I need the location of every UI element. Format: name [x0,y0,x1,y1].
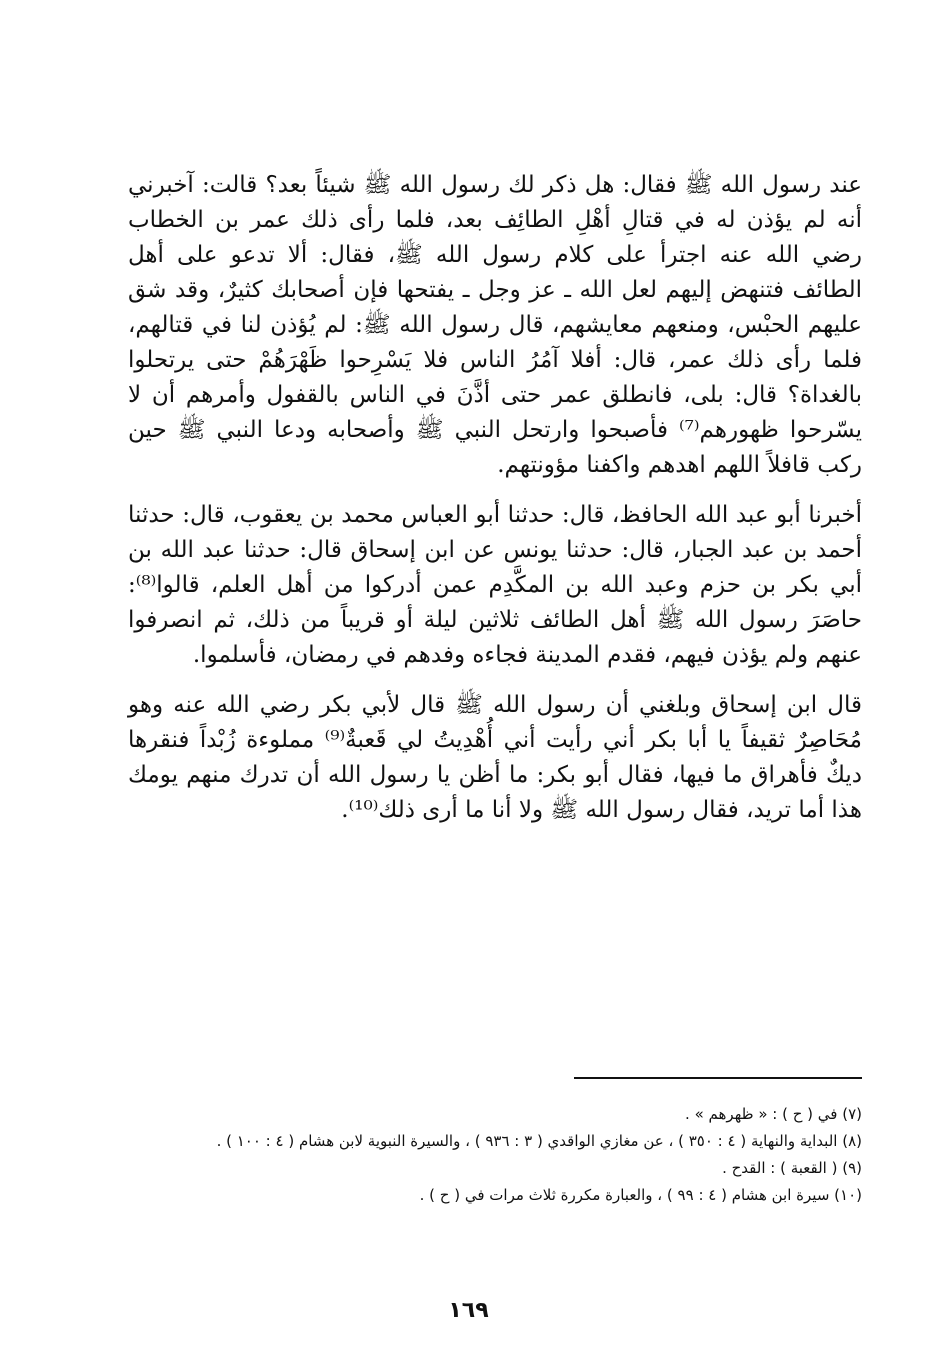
main-text [128,168,862,828]
footnote-separator [574,1077,862,1079]
footnote-10: (١٠) سيرة ابن هشام ( ٤ : ٩٩ ) ، والعبارة مكررة ثلاث مرات في ( ح ) . [419,1186,862,1204]
page-number: ١٦٩ [448,1298,489,1323]
paragraph-3: قال ابن إسحاق وبلغني أن رسول الله ﷺ قال لأبي بكر رضي الله عنه وهو مُحَاصِرٌ ثقيفاً يا أبا بكر أني رأيت أني أُهْدِيتُ لي قَعبةٌ⁽⁹⁾ مملوءة زُبْداً فنقرها ديكٌ فأهراق ما فيها، فقال أبو بكر: ما أظن يا رسول الله أن تدرك منهم يومك هذا أما تريد، فقال رسول الله ﷺ ولا أنا ما أرى ذلك⁽¹⁰⁾. [128,692,862,823]
paragraph-2: أخبرنا أبو عبد الله الحافظ، قال: حدثنا أبو العباس محمد بن يعقوب، قال: حدثنا أحمد بن عبد الجبار، قال: حدثنا يونس عن ابن إسحاق قال: حدثنا عبد الله بن أبي بكر بن حزم وعبد الله بن المكَّدِم عمن أدركوا من أهل العلم، قالوا⁽⁸⁾: حاصَرَ رسول الله ﷺ أهل الطائف ثلاثين ليلة أو قريباً من ذلك، ثم انصرفوا عنهم ولم يؤذن فيهم، فقدم المدينة فجاءه وفدهم في رمضان، فأسلموا. [128,502,862,668]
paragraph-1: عند رسول الله ﷺ فقال: هل ذكر لك رسول الله ﷺ شيئاً بعد؟ قالت: آخبرني أنه لم يؤذن له في قتالِ أهْلِ الطائِف بعد، فلما رأى ذلك عمر بن الخطاب رضي الله عنه اجترأ على كلام رسول الله ﷺ، فقال: ألا تدعو على أهل الطائف فتنهض إليهم لعل الله ـ عز وجل ـ يفتحها فإن أصحابك كثيرٌ، وقد شق عليهم الحبْس، ومنعهم معايشهم، قال رسول الله ﷺ: لم يُؤذن لنا في قتالهم، فلما رأى ذلك عمر، قال: أفلا آمُرُ الناس فلا يَسْرِحوا ظَهْرَهُمْ حتى يرتحلوا بالغداة؟ قال: بلى، فانطلق عمر حتى أذَّنَ في الناس بالقفول وأمرهم أن لا يسّرحوا ظهورهم⁽⁷⁾ فأصبحوا وارتحل النبي ﷺ وأصحابه ودعا النبي ﷺ حين ركب قافلاً اللهم اهدهم واكفنا مؤونتهم. [128,172,863,478]
footnote-7: (٧) في ( ح ) : « ظهرهم » . [685,1105,862,1123]
footnotes [128,1103,862,1211]
footnote-9: (٩) ( القعبة ) : القدح . [722,1159,862,1177]
footnote-8: (٨) البداية والنهاية ( ٤ : ٣٥٠ ) ، عن مغازي الواقدي ( ٣ : ٩٣٦ ) ، والسيرة النبوية لابن هشام ( ٤ : ١٠٠ ) . [216,1132,862,1150]
